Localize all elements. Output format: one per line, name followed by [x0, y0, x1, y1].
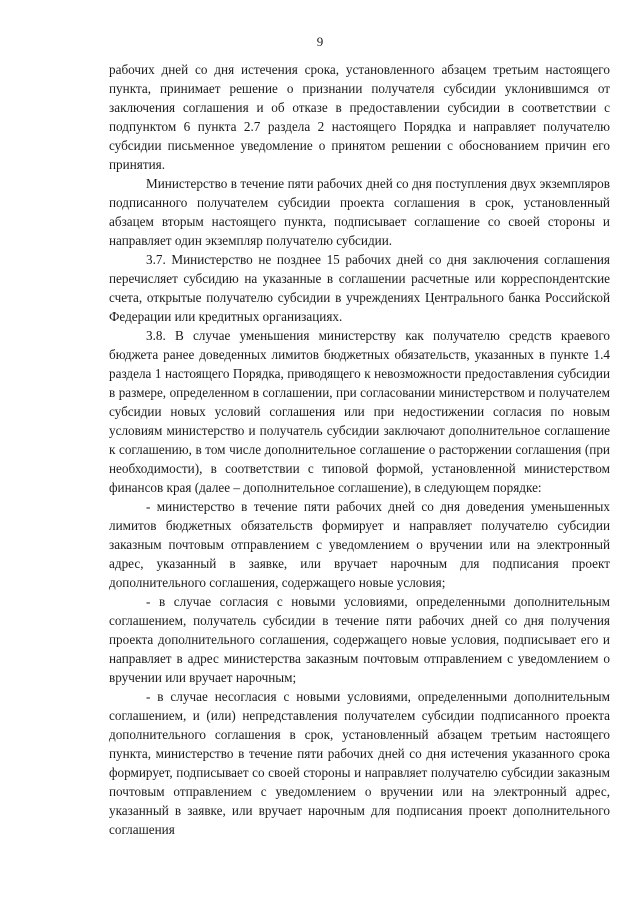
- list-item: - министерство в течение пяти рабочих дней со дня доведения уменьшенных лимитов бюджетных обязательств формирует и направляет получателю субсидии заказным почтовым отправлением с уведомлением о вручении или на электронный адрес, указанный в заявке, или вручает нарочным для подписания проект дополнительного соглашения, содержащего новые условия;: [109, 499, 610, 590]
- document-body: [109, 60, 610, 839]
- list-item: - в случае согласия с новыми условиями, определенными дополнительным соглашением, получатель субсидии в течение пяти рабочих дней со дня получения проекта дополнительного соглашения, содержащего новые условия, подписывает его и направляет в адрес министерства заказным почтовым отправлением с уведомлением о вручении или вручает нарочным;: [109, 594, 610, 685]
- page-number: 9: [316, 34, 324, 49]
- list-item: - в случае несогласия с новыми условиями, определенными дополнительным соглашением, и (или) непредставления получателем субсидии подписанного проекта дополнительного соглашения в срок, установленный абзацем третьим настоящего пункта, министерство в течение пяти рабочих дней со дня истечения указанного срока формирует, подписывает со своей стороны и направляет получателю субсидии заказным почтовым отправлением с уведомлением о вручении или на электронный адрес, указанный в заявке, или вручает нарочным для подписания проект дополнительного соглашения: [109, 689, 610, 837]
- paragraph: Министерство в течение пяти рабочих дней со дня поступления двух экземпляров подписанного получателем субсидии проекта соглашения в срок, установленный абзацем вторым настоящего пункта, подписывает соглашение со своей стороны и направляет один экземпляр получателю субсидии.: [109, 176, 610, 248]
- paragraph: 3.8. В случае уменьшения министерству как получателю средств краевого бюджета ранее доведенных лимитов бюджетных обязательств, указанных в пункте 1.4 раздела 1 настоящего Порядка, приводящего к невозможности предоставления субсидии в размере, определенном в соглашении, при согласовании министерством и получателем субсидии новых условий соглашения или при недостижении согласия по новым условиям министерство и получатель субсидии заключают дополнительное соглашение к соглашению, в том числе дополнительное соглашение о расторжении соглашения (при необходимости), в соответствии с типовой формой, установленной министерством финансов края (далее – дополнительное соглашение), в следующем порядке:: [109, 328, 610, 495]
- paragraph: 3.7. Министерство не позднее 15 рабочих дней со дня заключения соглашения перечисляет субсидию на указанные в соглашении расчетные или корреспондентские счета, открытые получателю субсидии в учреждениях Центрального банка Российской Федерации или кредитных организациях.: [109, 252, 610, 324]
- paragraph: рабочих дней со дня истечения срока, установленного абзацем третьим настоящего пункта, принимает решение о признании получателя субсидии уклонившимся от заключения соглашения и об отказе в предоставлении субсидии в соответствии с подпунктом 6 пункта 2.7 раздела 2 настоящего Порядка и направляет получателю субсидии письменное уведомление о принятом решении с обоснованием причин его принятия.: [109, 62, 610, 172]
